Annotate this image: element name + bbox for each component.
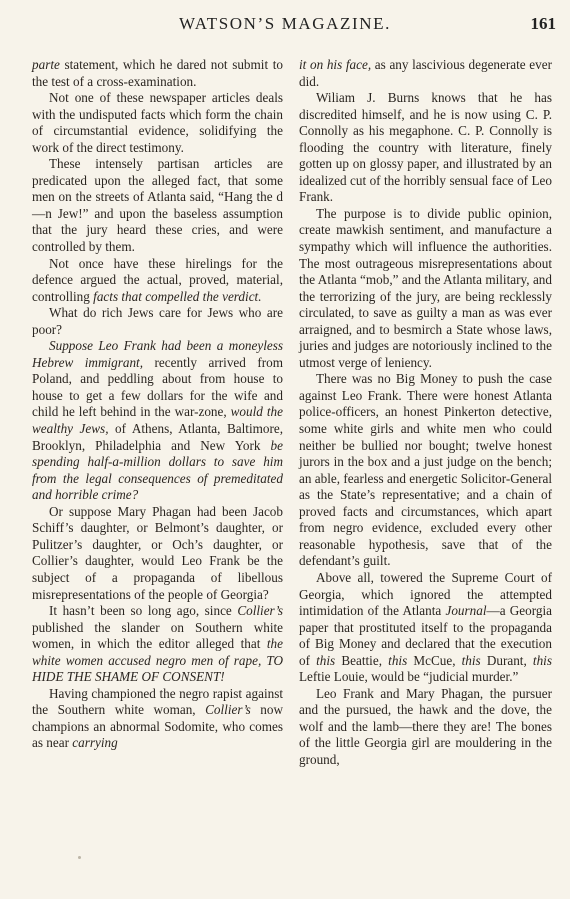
- italic-text: Collier’s: [205, 702, 251, 718]
- italic-text: it on his face,: [299, 57, 372, 72]
- text-run: Leftie Louie, would be “judicial murder.”: [299, 669, 519, 685]
- italic-text: Suppose Leo Frank had been a moneyless Hebrew immigrant,: [32, 338, 283, 370]
- paragraph: [32, 686, 283, 752]
- paragraph: [299, 57, 552, 90]
- text-run: —a Georgia paper that prostituted itself to the propaganda of Big Money and declared that the execution of: [299, 603, 552, 668]
- page-header: [0, 14, 570, 42]
- running-title: WATSON’S MAGAZINE.: [178, 14, 391, 33]
- text-run: Durant,: [480, 652, 533, 668]
- text-run: There was no Big Money to push the case against Leo Frank. There were honest Atlanta police-officers, an honest Pinkerton detective, some white girls and white men who could neither be bullied nor bought; twelve honest jurors in the box and a just judge on the bench; an able, fearless and energetic Solicitor-General as the State’s representative; and a chain of proved facts and circumstances, which apart from negro evidence, excluded every other reasonable hypothesis, save that of the defendant’s guilt.: [299, 371, 552, 569]
- text-run: Leo Frank and Mary Phagan, the pursuer and the pursued, the hawk and the dove, the wolf and the lamb—there they are! The bones of the little Georgia girl are mouldering in the ground,: [299, 685, 552, 767]
- text-run: It hasn’t been so long ago, since: [49, 603, 238, 619]
- italic-text: this: [316, 652, 336, 668]
- paragraph: [32, 603, 283, 686]
- italic-text: this: [532, 652, 552, 668]
- paragraph: [299, 206, 552, 371]
- italic-text: this: [461, 652, 481, 668]
- text-run: What do rich Jews care for Jews who are poor?: [32, 305, 283, 337]
- italic-text: would the wealthy Jews,: [32, 404, 283, 437]
- paragraph: [32, 504, 283, 603]
- italic-text: Journal: [445, 603, 487, 619]
- italic-text: the white women accused negro men of rape, TO HIDE THE SHAME OF CONSENT!: [32, 636, 283, 685]
- text-run: Not one of these newspaper articles deals with the undisputed facts which form the chain of circumstantial evidence, solidifying the work of the direct testimony.: [32, 90, 283, 155]
- italic-text: Collier’s: [237, 603, 283, 619]
- paragraph: [32, 156, 283, 255]
- italic-text: be spending half-a-million dollars to save him from the legal consequences of premeditated and horrible crime?: [32, 437, 283, 503]
- paragraph: [32, 256, 283, 306]
- text-run: published the slander on Southern white women, in which the editor alleged that: [32, 619, 283, 652]
- text-run: Wiliam J. Burns knows that he has discredited himself, and he is now using C. P. Connolly as his megaphone. C. P. Connolly is flooding the country with literature, finely gotten up on glossy paper, and illustrated by an idealized cut of the horribly sensual face of Leo Frank.: [299, 90, 552, 205]
- text-run: now champions an abnormal Sodomite, who comes as near: [32, 702, 283, 751]
- italic-text: carrying: [72, 735, 118, 751]
- paragraph: [299, 686, 552, 769]
- text-run: statement, which he dared not submit to the test of a cross-examination.: [32, 57, 283, 89]
- text-run: McCue,: [407, 652, 462, 668]
- text-run: as any lascivious degenerate ever did.: [299, 57, 552, 89]
- text-run: recently arrived from Poland, and peddling about from house to house to get a few dollars for the wife and child he left behind in the war-zone,: [32, 354, 283, 420]
- text-run: Not once have these hirelings for the defence argued the actual, proved, material, controlling: [32, 255, 283, 304]
- italic-text: this: [388, 652, 408, 668]
- right-column: [299, 57, 552, 769]
- paragraph: [32, 338, 283, 503]
- text-run: Having championed the negro rapist against the Southern white woman,: [32, 685, 283, 718]
- paragraph: [32, 90, 283, 156]
- italic-text: parte: [32, 57, 60, 72]
- text-run: The purpose is to divide public opinion, create mawkish sentiment, and manufacture a sympathy which will influence the authorities. The most outrageous misrepresentations about the Atlanta “mob,” and the Atlanta military, and the terrorizing of the jury, are being recklessly circulated, to save as guilty a man as was ever arraigned, and to besmirch a State whose laws, juries and judges are notoriously inclined to the utmost verge of leniency.: [299, 205, 552, 370]
- paragraph: [32, 305, 283, 338]
- paragraph: [299, 371, 552, 570]
- paragraph: [299, 90, 552, 206]
- paragraph: [299, 570, 552, 686]
- text-run: These intensely partisan articles are predicated upon the alleged fact, that some men on the streets of Atlanta said, “Hang the d—n Jew!” and upon the baseless assumption that the jury heard these cries, and were controlled by them.: [32, 156, 283, 255]
- text-run: of Athens, Atlanta, Baltimore, Brooklyn, Philadelphia and New York: [32, 421, 283, 453]
- text-run: Above all, towered the Supreme Court of Georgia, which ignored the attempted intimidation of the Atlanta: [299, 569, 552, 619]
- paragraph: [32, 57, 283, 90]
- text-run: Beattie,: [335, 652, 389, 668]
- text-run: Or suppose Mary Phagan had been Jacob Schiff’s daughter, or Belmont’s daughter, or Pulitzer’s daughter, or Och’s daughter, or Collier’s daughter, would Leo Frank be the subject of a propaganda of libellous misrepresentations of the people of Georgia?: [32, 503, 283, 602]
- ink-speck: [78, 856, 81, 859]
- page-number: 161: [530, 14, 556, 33]
- italic-text: facts that compelled the verdict.: [93, 288, 262, 304]
- left-column: [32, 57, 283, 752]
